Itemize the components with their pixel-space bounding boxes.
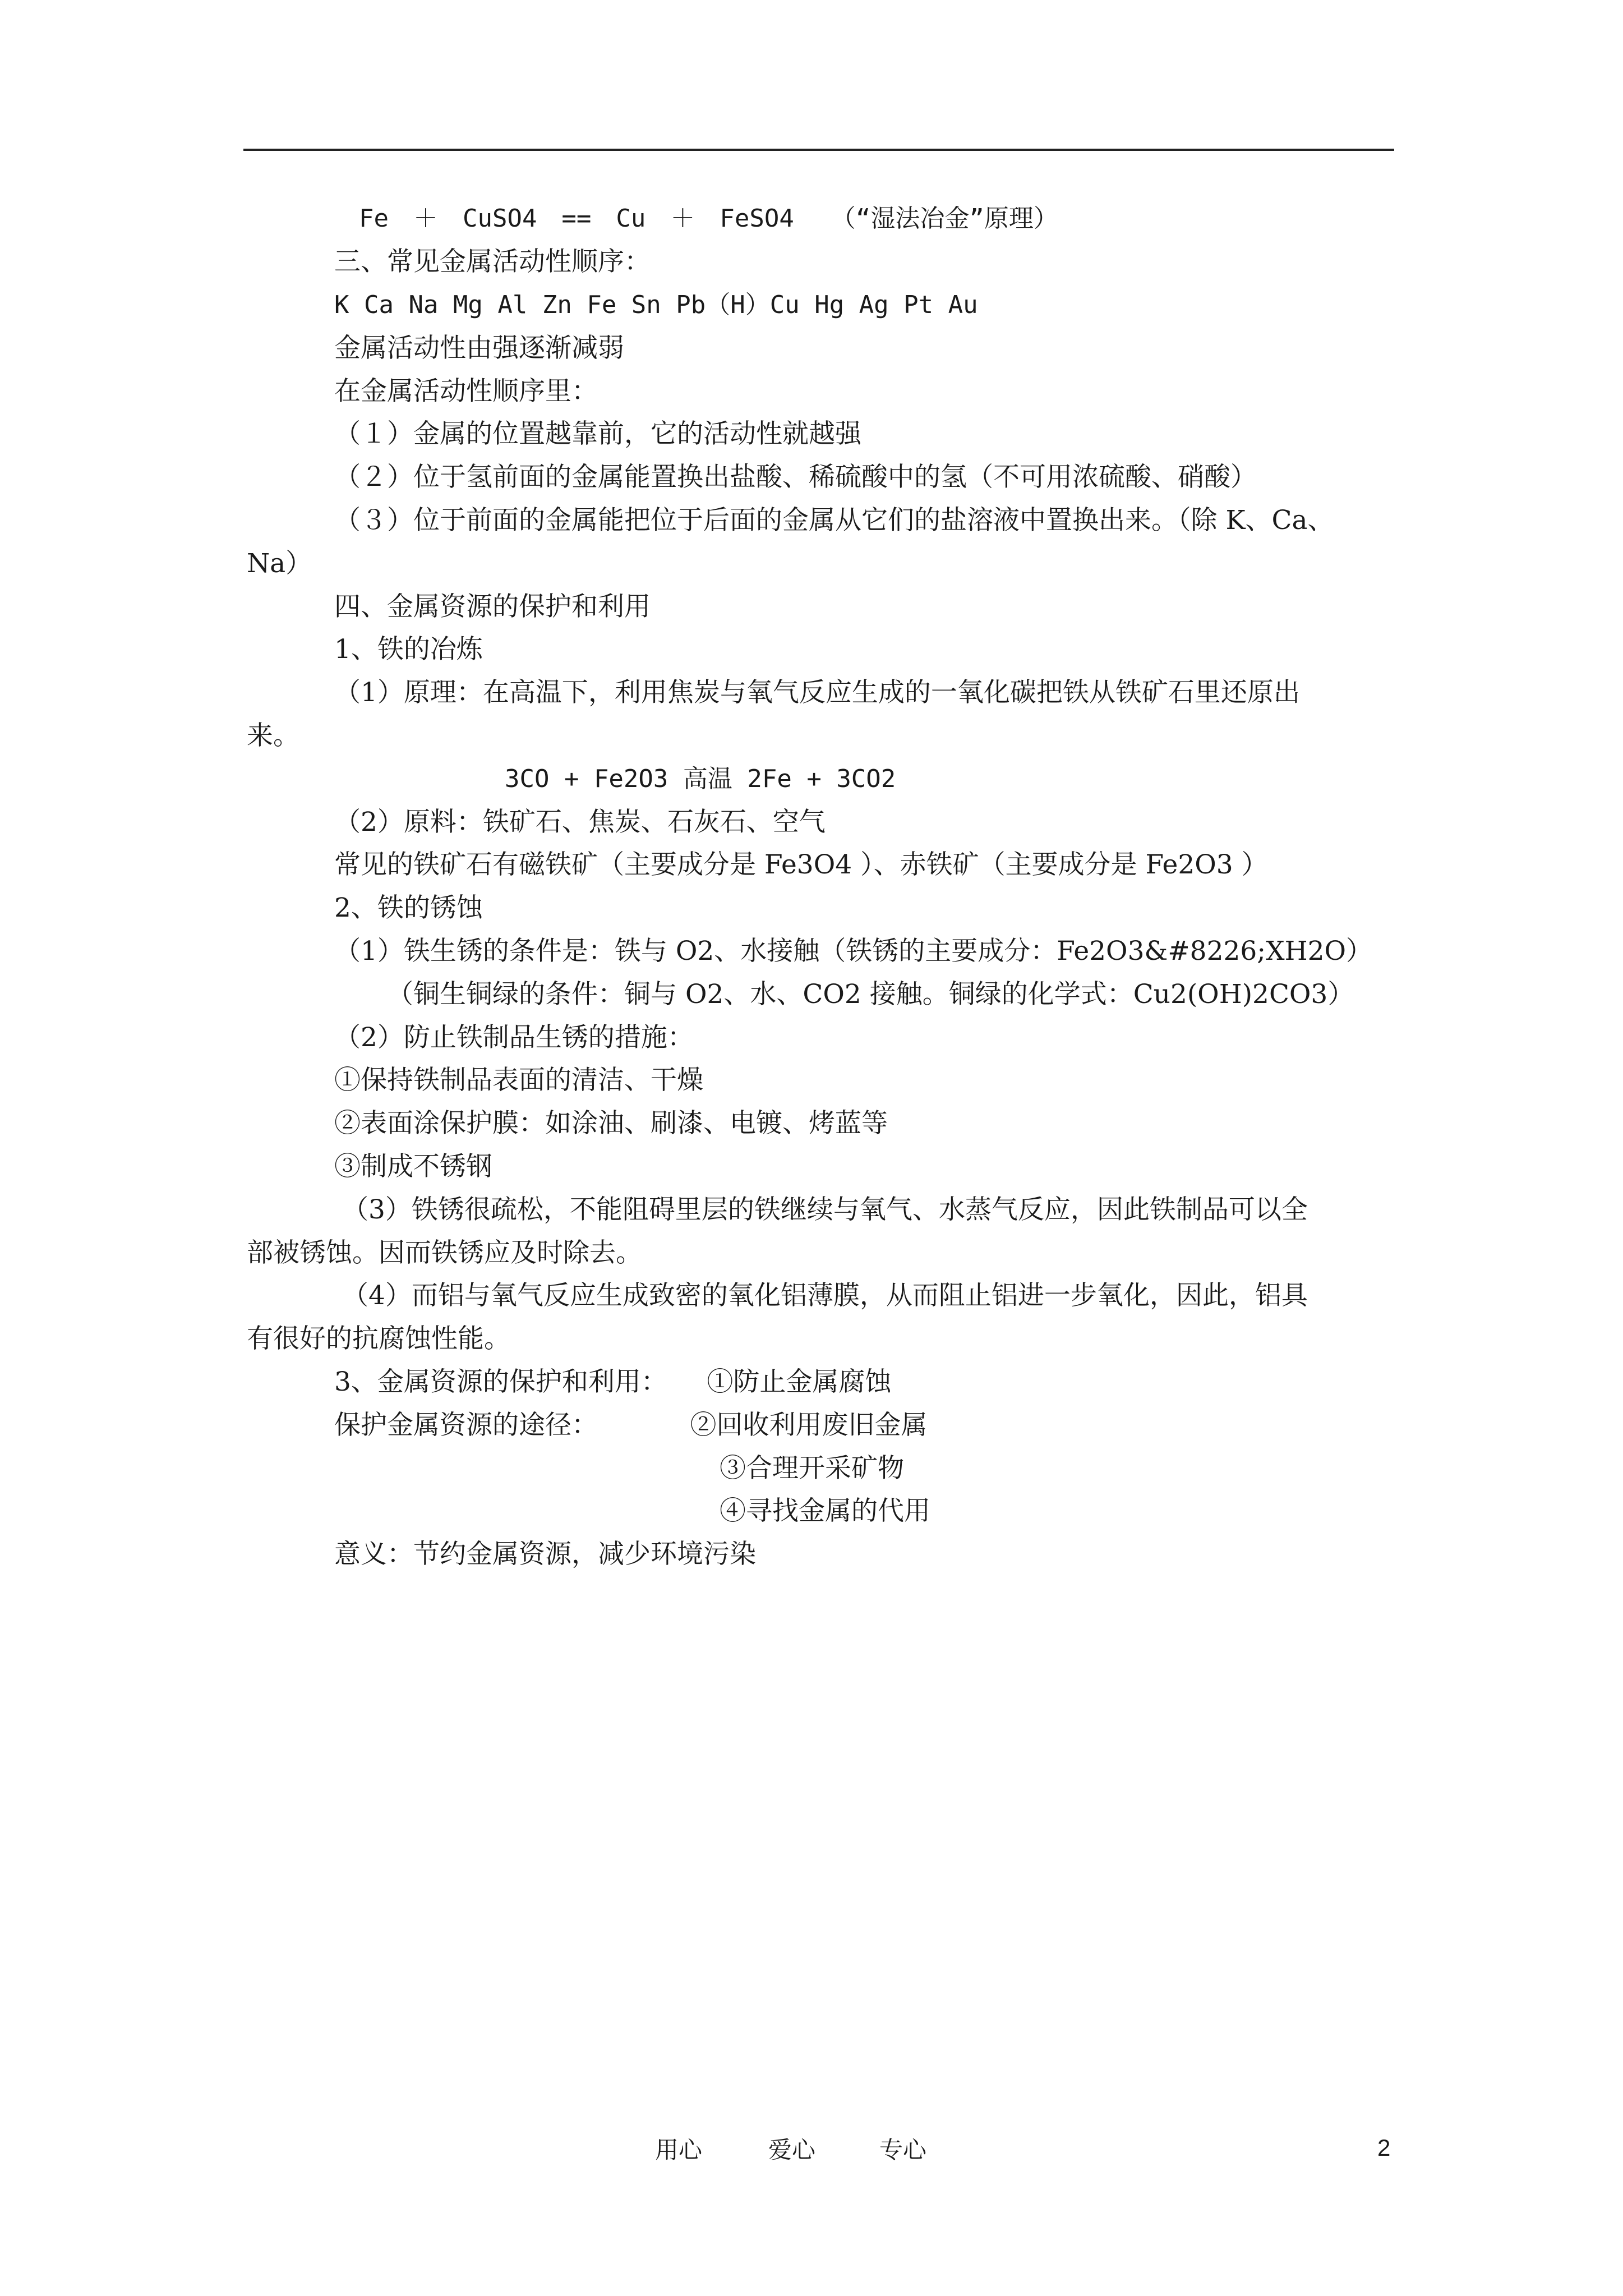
subsection-heading: 1、铁的冶炼 bbox=[334, 634, 483, 665]
paragraph-line: 金属活动性由强逐渐减弱 bbox=[334, 333, 624, 364]
paragraph-line: （2）防止铁制品生锈的措施： bbox=[334, 1022, 694, 1053]
paragraph-line: （4）而铝与氧气反应生成致密的氧化铝薄膜，从而阻止铝进一步氧化，因此，铝具 bbox=[342, 1280, 1308, 1311]
subsection-heading: 2、铁的锈蚀 bbox=[334, 892, 483, 923]
header-rule bbox=[243, 149, 1394, 151]
list-item: ②表面涂保护膜：如涂油、刷漆、电镀、烤蓝等 bbox=[334, 1108, 888, 1139]
paragraph-line: 在金属活动性顺序里： bbox=[334, 376, 598, 407]
paragraph-line: （2）原料：铁矿石、焦炭、石灰石、空气 bbox=[334, 807, 826, 838]
page-number: 2 bbox=[1377, 2134, 1391, 2161]
equation-wet-metallurgy: Fe ＋ CuSO4 == Cu ＋ FeSO4 （“湿法冶金”原理） bbox=[359, 204, 1058, 233]
paragraph-line: 常见的铁矿石有磁铁矿（主要成分是 Fe3O4 ）、赤铁矿（主要成分是 Fe2O3 ） bbox=[334, 849, 1268, 880]
paragraph-line: 有很好的抗腐蚀性能。 bbox=[247, 1323, 510, 1354]
list-item: ③制成不锈钢 bbox=[334, 1151, 492, 1182]
section-heading-3: 三、常见金属活动性顺序： bbox=[334, 246, 651, 277]
activity-series: K Ca Na Mg Al Zn Fe Sn Pb（H）Cu Hg Ag Pt Au bbox=[334, 291, 978, 319]
section-heading-4: 四、金属资源的保护和利用 bbox=[334, 591, 651, 622]
footer-item: 专心 bbox=[879, 2136, 927, 2164]
footer-item: 用心 bbox=[655, 2136, 703, 2164]
footer-item: 爱心 bbox=[768, 2136, 816, 2164]
paragraph-line: 意义：节约金属资源，减少环境污染 bbox=[334, 1539, 756, 1570]
paragraph-line: （1）原理：在高温下，利用焦炭与氧气反应生成的一氧化碳把铁从铁矿石里还原出 bbox=[334, 677, 1300, 708]
paragraph-line: 部被锈蚀。因而铁锈应及时除去。 bbox=[247, 1237, 642, 1268]
subsection-heading: 3、金属资源的保护和利用： ①防止金属腐蚀 bbox=[334, 1366, 892, 1397]
list-item: ④寻找金属的代用 bbox=[720, 1496, 930, 1526]
list-item: ①保持铁制品表面的清洁、干燥 bbox=[334, 1065, 703, 1096]
paragraph-line: （1）铁生锈的条件是：铁与 O2、水接触（铁锈的主要成分：Fe2O3&#8226;XH2O） bbox=[334, 936, 1373, 967]
paragraph-line: Na） bbox=[247, 548, 312, 579]
list-item: （２）位于氢前面的金属能置换出盐酸、稀硫酸中的氢（不可用浓硫酸、硝酸） bbox=[334, 462, 1257, 493]
paragraph-line: （铜生铜绿的条件：铜与 O2、水、CO2 接触。铜绿的化学式：Cu2(OH)2CO3） bbox=[387, 979, 1354, 1010]
list-item: （３）位于前面的金属能把位于后面的金属从它们的盐溶液中置换出来。（除 K、Ca、 bbox=[334, 505, 1334, 536]
equation-iron-smelting: 3CO + Fe2O3 高温 2Fe + 3CO2 bbox=[505, 765, 896, 793]
paragraph-line: 来。 bbox=[247, 720, 299, 751]
list-item: ③合理开采矿物 bbox=[720, 1453, 904, 1484]
paragraph-line: 保护金属资源的途径： ②回收利用废旧金属 bbox=[334, 1410, 928, 1441]
list-item: （１）金属的位置越靠前，它的活动性就越强 bbox=[334, 418, 861, 449]
paragraph-line: （3）铁锈很疏松，不能阻碍里层的铁继续与氧气、水蒸气反应，因此铁制品可以全 bbox=[342, 1194, 1308, 1225]
